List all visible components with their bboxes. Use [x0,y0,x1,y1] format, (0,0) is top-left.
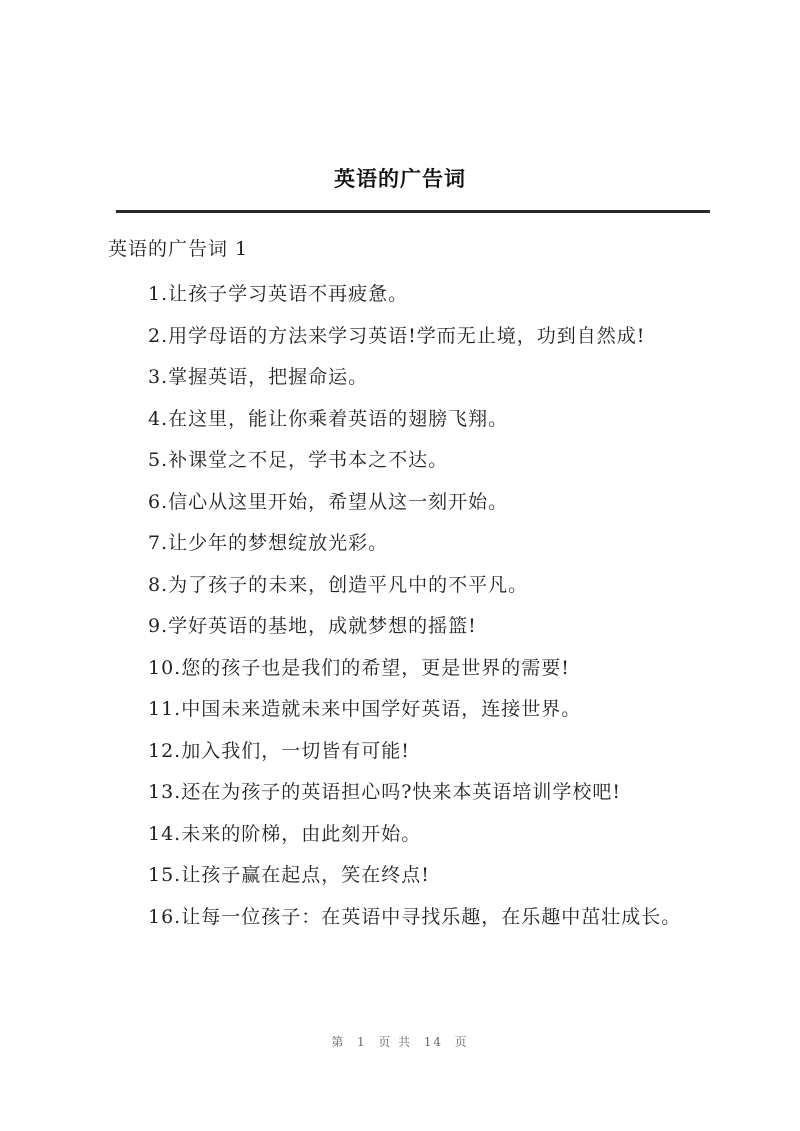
title-underline [116,210,710,213]
list-item: 3.掌握英语，把握命运。 [148,366,369,388]
list-item: 14.未来的阶梯，由此刻开始。 [148,822,422,845]
list-item: 9.学好英语的基地，成就梦想的摇篮! [148,615,477,637]
list-item: 15.让孩子赢在起点，笑在终点! [148,864,430,886]
list-item: 6.信心从这里开始，希望从这一刻开始。 [148,490,509,513]
list-item: 4.在这里，能让你乘着英语的翅膀飞翔。 [148,407,509,430]
slogan-list [108,274,698,938]
list-item: 1.让孩子学习英语不再疲惫。 [148,283,409,305]
list-item: 12.加入我们，一切皆有可能! [148,739,410,762]
list-item: 13.还在为孩子的英语担心吗?快来本英语培训学校吧! [148,781,622,803]
list-item: 16.让每一位孩子：在英语中寻找乐趣，在乐趣中茁壮成长。 [148,905,682,928]
page-footer: 第 1 页 共 14 页 [331,1035,469,1049]
list-item: 11.中国未来造就未来中国学好英语，连接世界。 [148,698,582,720]
list-item: 2.用学母语的方法来学习英语!学而无止境，功到自然成! [148,324,646,347]
section-heading: 英语的广告词 1 [108,238,249,260]
list-item: 8.为了孩子的未来，创造平凡中的不平凡。 [148,573,529,596]
document-title: 英语的广告词 [334,166,466,191]
list-item: 7.让少年的梦想绽放光彩。 [148,532,389,554]
list-item: 10.您的孩子也是我们的希望，更是世界的需要! [148,656,570,679]
list-item: 5.补课堂之不足，学书本之不达。 [148,449,449,471]
